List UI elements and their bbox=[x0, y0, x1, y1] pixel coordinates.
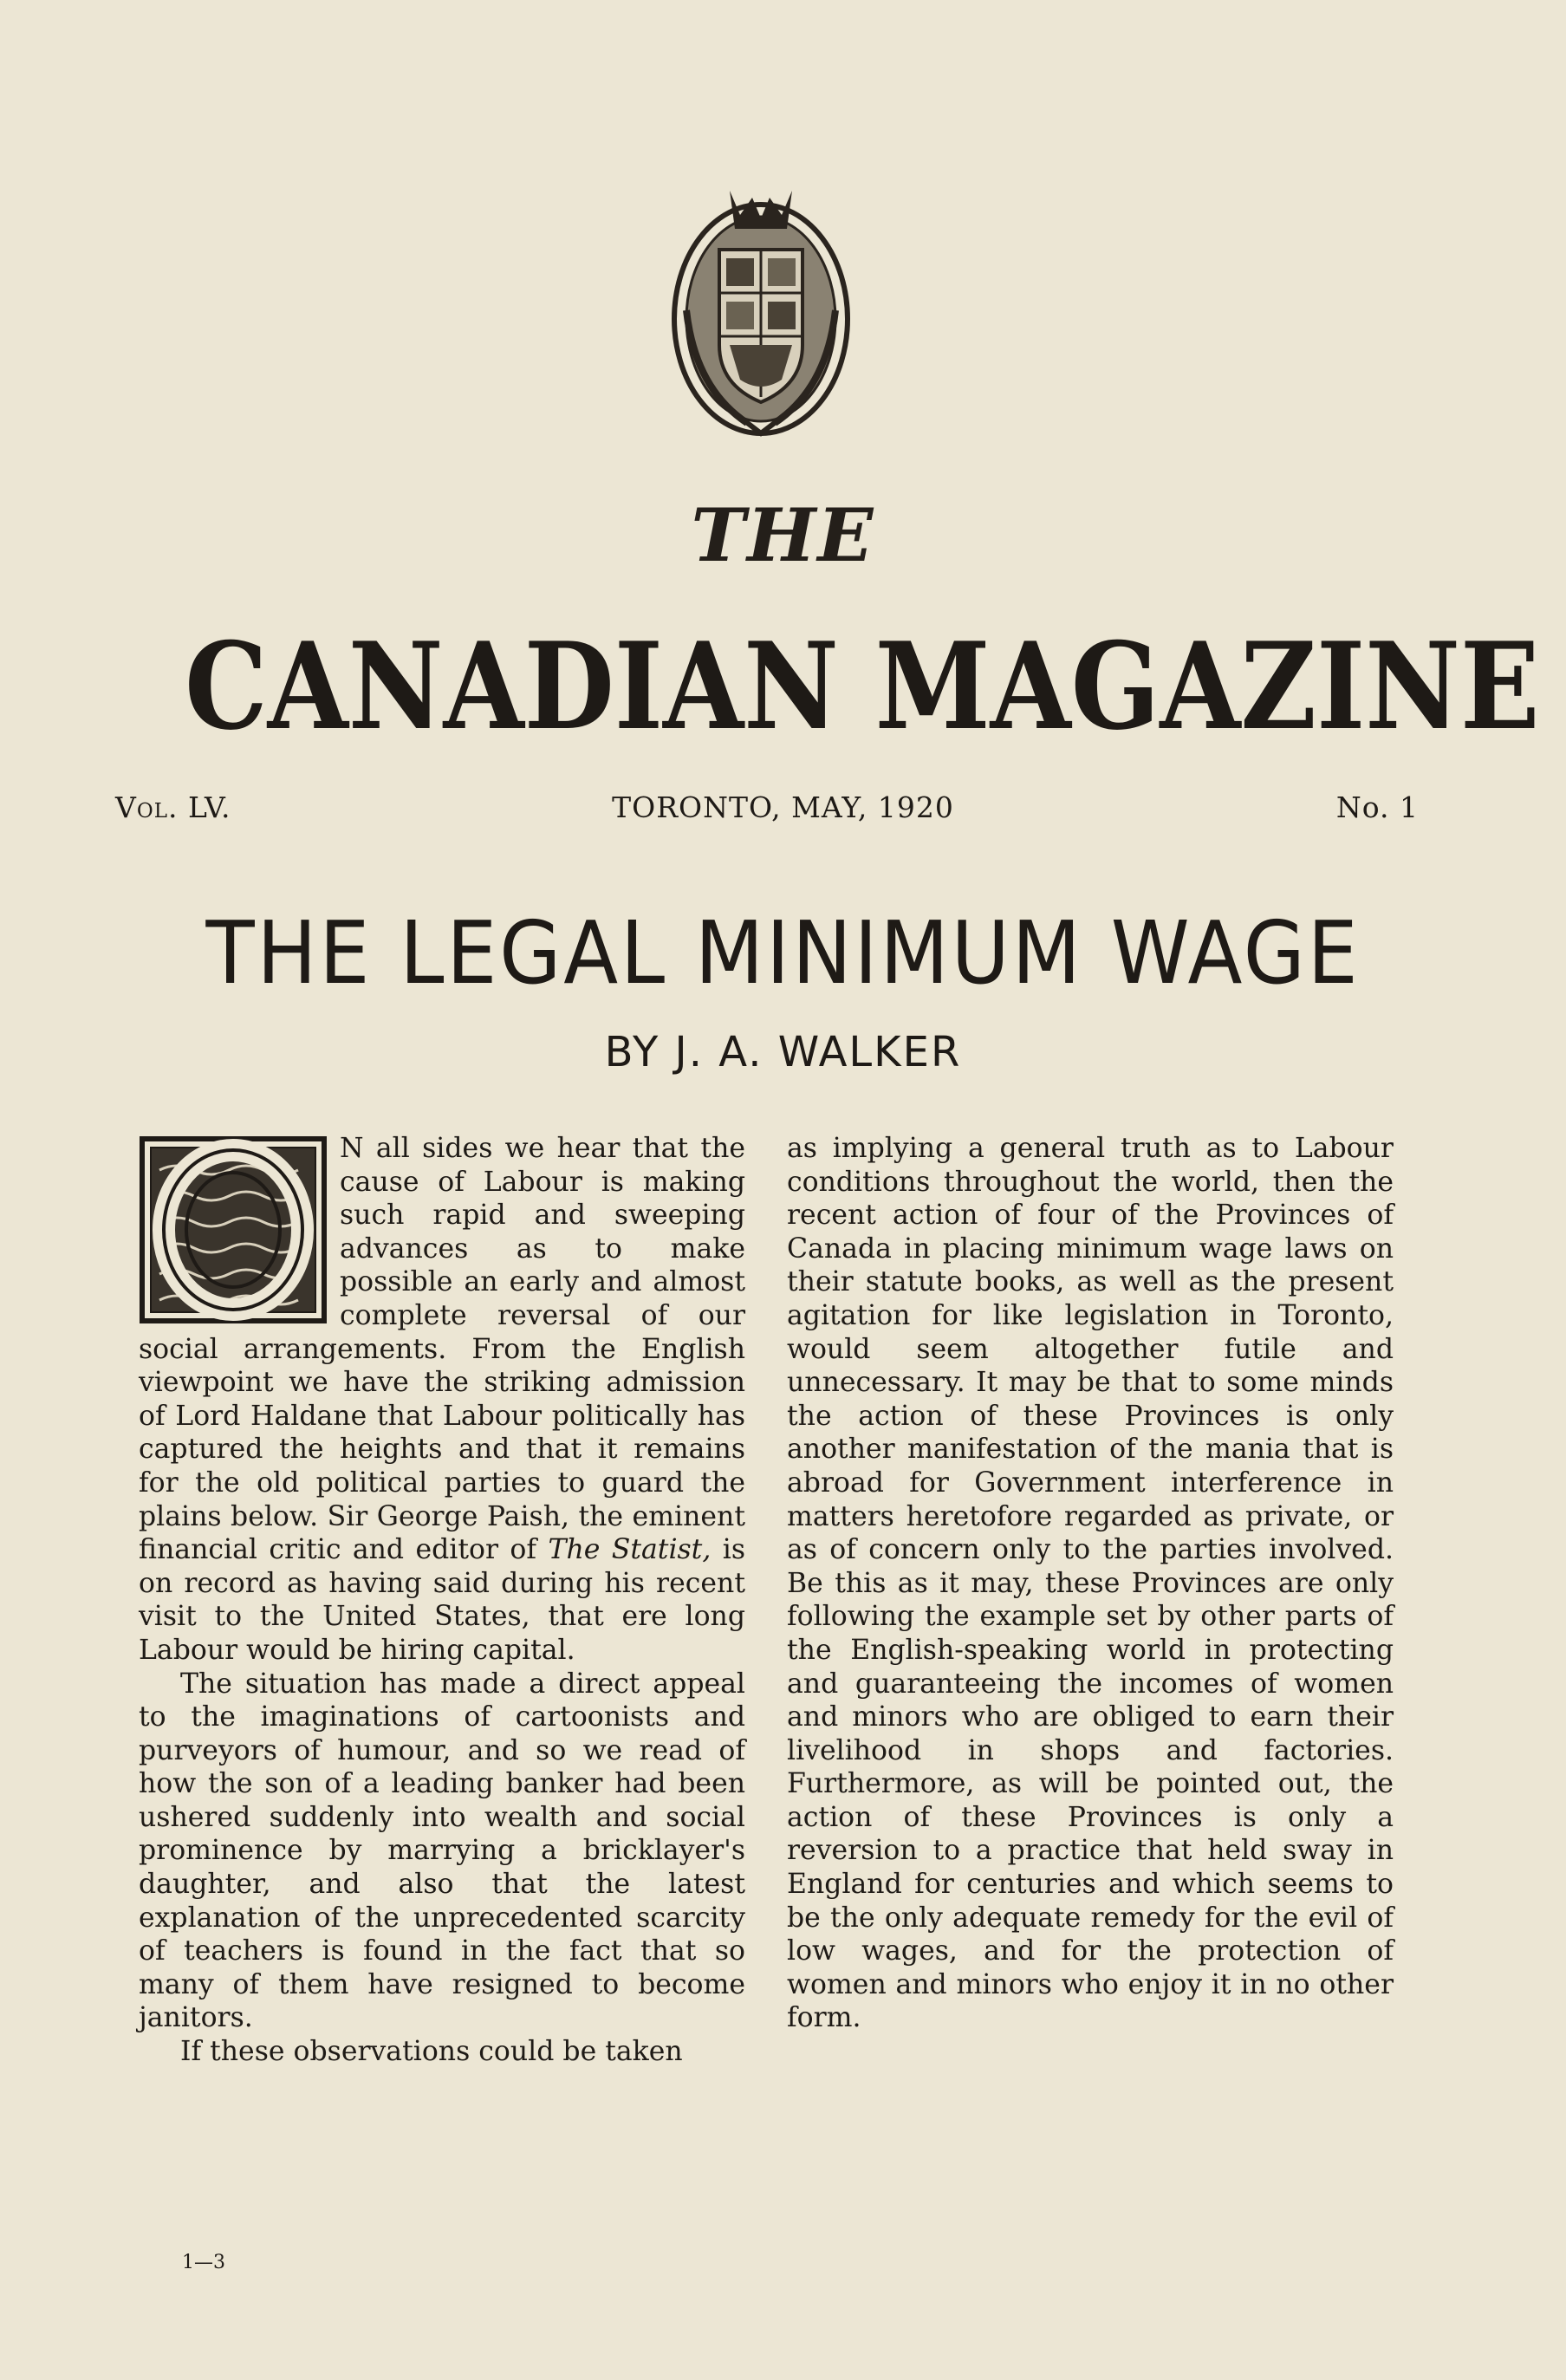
canadian-coat-of-arms-icon bbox=[669, 180, 853, 439]
right-column bbox=[787, 1132, 1394, 2035]
paragraph-1-end: is on record as having said during his recent visit to the United States, that ere long Labour would be hiring capital. bbox=[139, 1534, 745, 1666]
article-byline: BY J. A. WALKER bbox=[604, 1028, 962, 1076]
article-title: THE LEGAL MINIMUM WAGE bbox=[205, 902, 1361, 1004]
paragraph-1-italic: The Statist, bbox=[548, 1534, 712, 1566]
left-column bbox=[139, 1132, 745, 2069]
drop-cap bbox=[139, 1135, 328, 1324]
paragraph-1 bbox=[139, 1132, 745, 1668]
place-date: TORONTO, MAY, 1920 bbox=[612, 790, 954, 824]
folio-mark: 1—3 bbox=[182, 2252, 225, 2273]
paragraph-1-text: N all sides we hear that the cause of Labour is making such rapid and sweeping advances as to make possible an early and almost complete reversal of our social arrangements. From the English viewpoint we have the striking admission of Lord Haldane that Labour politically has captured the heights and that it remains for the old political parties to guard the plains below. Sir George Paish, the eminent financial critic and editor of bbox=[139, 1133, 745, 1566]
paragraph-2: The situation has made a direct appeal to the imaginations of cartoonists and purveyors of humour, and so we read of how the son of a leading banker had been ushered suddenly into wealth and social prominence by marrying a bricklayer's daughter, and also that the latest explanation of the unprecedented scarcity of teachers is found in the fact that so many of them have resigned to become janitors. bbox=[139, 1668, 745, 2034]
paragraph-right-1: as implying a general truth as to Labour conditions throughout the world, then the recent action of four of the Provinces of Canada in placing minimum wage laws on their statute books, as well as the present agitation for like legislation in Toronto, would seem altogether futile and unnecessary. It may be that to some minds the action of these Provinces is only another manifestation of the mania that is abroad for Government interference in matters heretofore regarded as private, or as of concern only to the parties involved. Be this as it may, these Provinces are only following the example set by other parts of the English-speaking world in protecting and guaranteeing the incomes of women and minors who are obliged to earn their livelihood in shops and factories. Furthermore, as will be pointed out, the action of these Provinces is only a reversion to a practice that held sway in England for centuries and which seems to be the only adequate remedy for the evil of low wages, and for the protection of women and minors who enjoy it in no other form. bbox=[787, 1133, 1394, 2034]
paragraph-3: If these observations could be taken bbox=[180, 2036, 683, 2068]
issue-number: No. 1 bbox=[1335, 790, 1419, 824]
volume-label: Vol. LV. bbox=[115, 790, 231, 824]
masthead-the: THE bbox=[691, 492, 875, 578]
ornamental-initial-o-icon bbox=[139, 1135, 328, 1324]
magazine-title: CANADIAN MAGAZINE bbox=[185, 615, 1540, 757]
